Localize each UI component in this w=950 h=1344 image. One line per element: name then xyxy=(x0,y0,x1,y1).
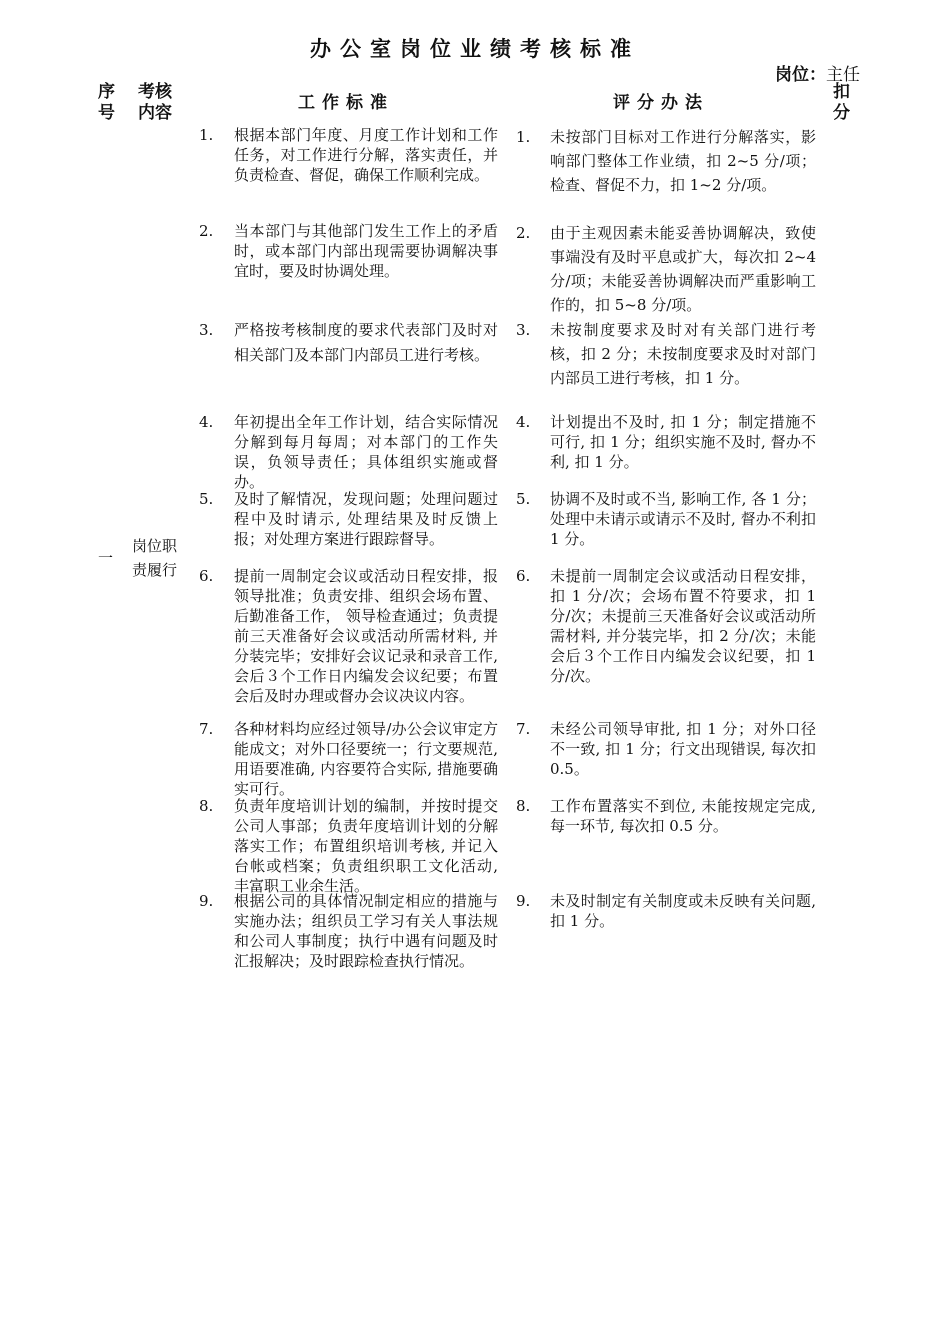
standard-num: 6. xyxy=(199,567,214,585)
scoring-num: 7. xyxy=(516,720,531,738)
scoring-num: 2. xyxy=(516,224,531,242)
standard-text: 年初提出全年工作计划，结合实际情况分解到每月每周；对本部门的工作失误，负领导责任；具体组织实施或督办。 xyxy=(234,413,498,491)
standard-num: 3. xyxy=(199,321,214,339)
scoring-num: 8. xyxy=(516,797,531,815)
header-standard: 工作标准 xyxy=(298,93,394,113)
standard-text: 各种材料均应经过领导/办公会议审定方能成文；对外口径要统一；行文要规范, 用语要准确, 内容要符合实际, 措施要确实可行。 xyxy=(234,720,498,798)
section-item: 岗位职责履行 xyxy=(132,537,178,579)
standard-text: 根据公司的具体情况制定相应的措施与实施办法；组织员工学习有关人事法规和公司人事制度；执行中遇有问题及时汇报解决；及时跟踪检查执行情况。 xyxy=(234,892,498,970)
standard-num: 1. xyxy=(199,126,214,144)
standard-text: 严格按考核制度的要求代表部门及时对相关部门及本部门内部员工进行考核。 xyxy=(234,321,498,364)
scoring-text: 未按部门目标对工作进行分解落实，影响部门整体工作业绩，扣 2~5 分/项；检查、督促不力，扣 1~2 分/项。 xyxy=(550,128,816,194)
section-seq: 一 xyxy=(98,549,114,567)
scoring-num: 5. xyxy=(516,490,531,508)
standard-text: 提前一周制定会议或活动日程安排，报领导批准；负责安排、组织会场布置、后勤准备工作， 领导检查通过；负责提前三天准备好会议或活动所需材料, 并分装完毕；安排好会议记录和录音工作, 会后３个工作日内编发会议纪要；布置会后及时办理或督办会议决议内容。 xyxy=(234,567,498,705)
scoring-text: 未提前一周制定会议或活动日程安排，扣 1 分/次；会场布置不符要求，扣 1 分/次；未提前三天准备好会议或活动所需材料, 并分装完毕，扣 2 分/次；未能会后３个工作日内编发会议纪要，扣 1 分/次。 xyxy=(550,567,816,685)
scoring-text: 由于主观因素未能妥善协调解决，致使事端没有及时平息或扩大，每次扣 2~4 分/项；未能妥善协调解决而严重影响工作的，扣 5~8 分/项。 xyxy=(550,224,816,314)
standard-num: 2. xyxy=(199,222,214,240)
scoring-num: 3. xyxy=(516,321,531,339)
scoring-num: 9. xyxy=(516,892,531,910)
standard-text: 当本部门与其他部门发生工作上的矛盾时，或本部门内部出现需要协调解决事宜时，要及时协调处理。 xyxy=(234,222,498,280)
scoring-num: 1. xyxy=(516,128,531,146)
header-scoring: 评分办法 xyxy=(613,93,709,113)
scoring-text: 工作布置落实不到位, 未能按规定完成, 每一环节, 每次扣 0.5 分。 xyxy=(550,797,816,835)
standard-num: 9. xyxy=(199,892,214,910)
scoring-text: 未及时制定有关制度或未反映有关问题, 扣 1 分。 xyxy=(550,892,816,930)
scoring-text: 协调不及时或不当, 影响工作, 各 1 分；处理中未请示或请示不及时, 督办不利扣 1 分。 xyxy=(550,490,816,548)
document-title: 办公室岗位业绩考核标准 xyxy=(310,36,640,61)
standard-text: 负责年度培训计划的编制，并按时提交公司人事部；负责年度培训计划的分解落实工作；布置组织培训考核, 并记入台帐或档案；负责组织职工文化活动, 丰富职工业余生活。 xyxy=(234,797,498,895)
scoring-text: 计划提出不及时, 扣 1 分；制定措施不可行, 扣 1 分；组织实施不及时, 督办不利, 扣 1 分。 xyxy=(550,413,816,471)
scoring-num: 6. xyxy=(516,567,531,585)
header-deduct: 扣分 xyxy=(833,82,850,123)
header-item: 考核内容 xyxy=(138,82,172,123)
standard-text: 及时了解情况，发现问题；处理问题过程中及时请示, 处理结果及时反馈上报；对处理方案进行跟踪督导。 xyxy=(234,490,498,548)
post-label: 岗位： xyxy=(775,65,826,85)
standard-text: 根据本部门年度、月度工作计划和工作任务，对工作进行分解，落实责任，并负责检查、督促，确保工作顺利完成。 xyxy=(234,126,498,184)
standard-num: 8. xyxy=(199,797,214,815)
standard-num: 5. xyxy=(199,490,214,508)
scoring-num: 4. xyxy=(516,413,531,431)
header-seq: 序号 xyxy=(98,82,115,123)
scoring-text: 未经公司领导审批, 扣 1 分；对外口径不一致, 扣 1 分；行文出现错误, 每次扣 0.5。 xyxy=(550,720,816,778)
standard-num: 7. xyxy=(199,720,214,738)
post-value: 主任 xyxy=(826,65,860,85)
standard-num: 4. xyxy=(199,413,214,431)
scoring-text: 未按制度要求及时对有关部门进行考核，扣 2 分；未按制度要求及时对部门内部员工进行考核，扣 1 分。 xyxy=(550,321,816,387)
